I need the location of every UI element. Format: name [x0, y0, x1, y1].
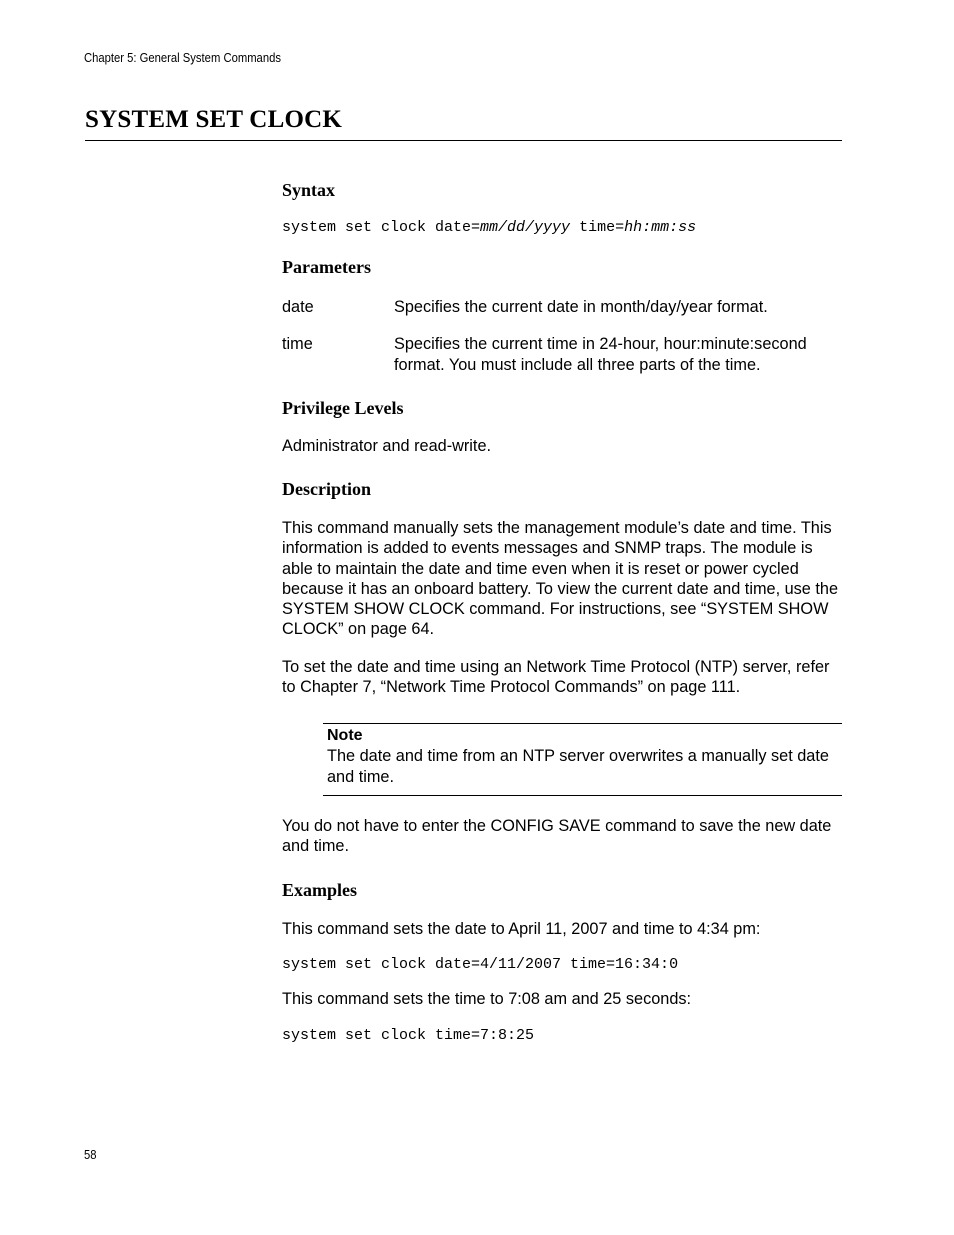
syntax-cmd: system set clock date= — [282, 219, 481, 236]
description-paragraph-2: To set the date and time using an Network Time Protocol (NTP) server, refer to Chapter 7, “Network Time Protocol Commands” on page 111. — [282, 658, 830, 697]
running-header: Chapter 5: General System Commands — [84, 51, 281, 65]
param-desc-time: Specifies the current time in 24-hour, hour:minute:second format. You must include all three parts of the time. — [394, 335, 807, 374]
description-paragraph-3: You do not have to enter the CONFIG SAVE command to save the new date and time. — [282, 817, 832, 856]
syntax-code — [282, 219, 696, 236]
note-text: The date and time from an NTP server overwrites a manually set date and time. — [327, 747, 829, 786]
page-title: SYSTEM SET CLOCK — [85, 106, 342, 133]
syntax-date-arg: mm/dd/yyyy — [480, 219, 571, 236]
syntax-time-arg: hh:mm:ss — [624, 219, 697, 236]
examples-heading: Examples — [282, 880, 358, 900]
title-rule — [85, 140, 842, 141]
param-name-time: time — [282, 335, 313, 353]
syntax-time-keyword: time= — [570, 219, 625, 236]
example-2-code: system set clock time=7:8:25 — [282, 1027, 535, 1044]
page-number: 58 — [84, 1148, 97, 1162]
description-paragraph-1: This command manually sets the management module’s date and time. This information is added to events messages and SNMP traps. The module is able to maintain the date and time even when it is reset or power cycled because it has an onboard battery. To view the current date and time, use the SYSTEM SHOW CLOCK command. For instructions, see “SYSTEM SHOW CLOCK” on page 64. — [282, 519, 839, 639]
example-1-text: This command sets the date to April 11, 2007 and time to 4:34 pm: — [282, 920, 761, 938]
privilege-text: Administrator and read-write. — [282, 437, 492, 455]
note-box — [323, 723, 842, 796]
parameters-heading: Parameters — [282, 257, 371, 277]
example-2-text: This command sets the time to 7:08 am and 25 seconds: — [282, 990, 692, 1008]
param-desc-date: Specifies the current date in month/day/year format. — [394, 298, 768, 316]
note-label: Note — [327, 727, 363, 744]
description-heading: Description — [282, 479, 371, 499]
privilege-heading: Privilege Levels — [282, 398, 404, 418]
syntax-heading: Syntax — [282, 180, 336, 200]
example-1-code: system set clock date=4/11/2007 time=16:34:0 — [282, 956, 679, 973]
param-name-date: date — [282, 298, 314, 316]
